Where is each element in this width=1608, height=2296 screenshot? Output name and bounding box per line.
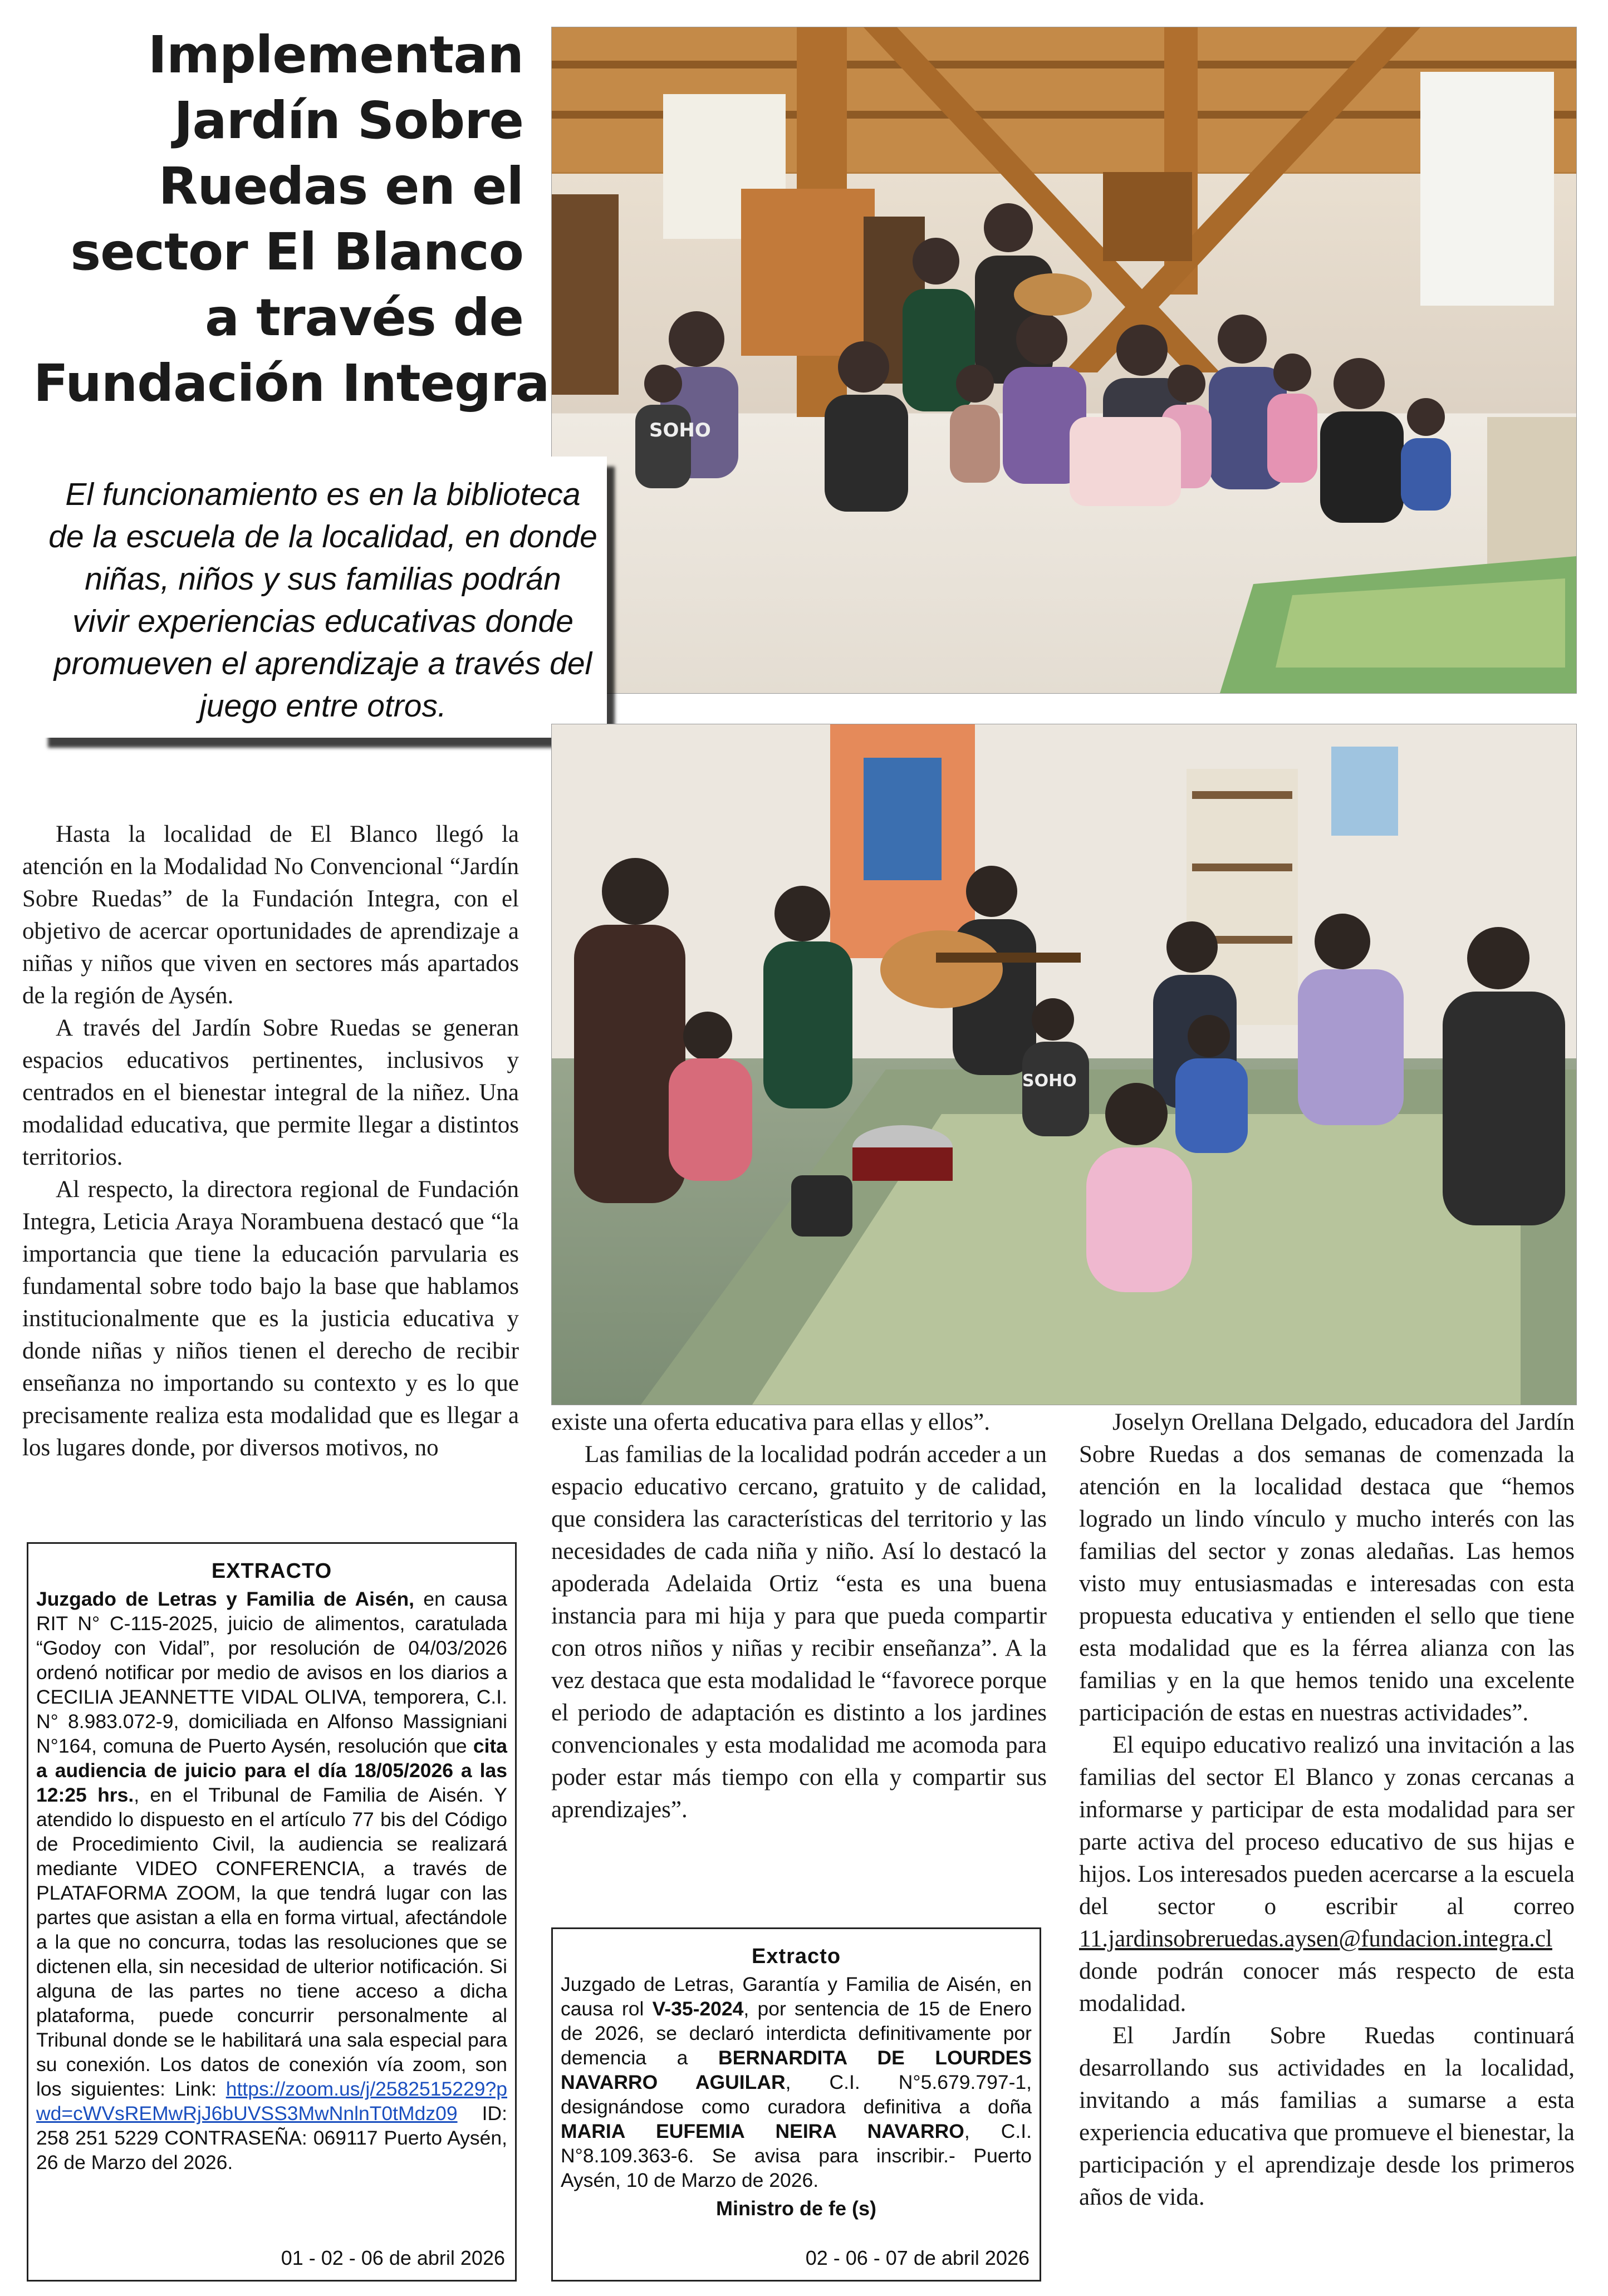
- headline-line: Fundación Integra: [33, 354, 550, 413]
- article-paragraph: Las familias de la localidad podrán acceder a un espacio educativo cercano, gratuito y de calidad, que considera las características del territorio y las necesidades de cada niña y niño. Así lo destacó la apoderada Adelaida Ortiz “esta es una buena instancia para mi hija y para que pueda compartir con otros niños y niñas y recibir enseñanza”. A la vez destaca que esta modalidad le “favorece porque el periodo de adaptación es distinto a los jardines convencionales y esta modalidad me acomoda para poder estar más tiempo con ella y compartir sus aprendizajes”.: [551, 1441, 1047, 1823]
- article-column-1: [22, 818, 519, 1464]
- hearing-date: cita a audiencia de juicio para el día 18/05/2026 a las 12:25 hrs.: [36, 1735, 507, 1806]
- headline-line: Implementan: [148, 25, 523, 85]
- notice-body: [561, 1972, 1032, 2192]
- legal-notice-extracto-2: [551, 1927, 1041, 2282]
- article-paragraph: [1079, 1729, 1575, 2020]
- notice-body: [36, 1587, 507, 2175]
- deck-line: de la escuela de la localidad, en donde: [48, 519, 597, 555]
- zoom-link[interactable]: https://zoom.us/j/2582515229?pwd=cWVsREMwRjJ6bUVSS3MwNnlnT0tMdz09: [36, 2078, 507, 2125]
- shirt-print: SOHO: [1022, 1071, 1077, 1091]
- article-paragraph: Hasta la localidad de El Blanco llegó la atención en la Modalidad No Convencional “Jardín Sobre Ruedas” de la Fundación Integra, con el objetivo de acercar oportunidades de aprendizaje a niñas y niños que viven en sectores más apartados de la región de Aysén.: [22, 821, 519, 1009]
- notice-text: , en el Tribunal de Familia de Aisén. Y atendido lo dispuesto en el artículo 77 bis del Código de Procedimiento Civil, la audiencia se realizará mediante VIDEO CONFERENCIA, a través de PLATAFORMA ZOOM, la que tendrá lugar con las partes que asistan a ella en forma virtual, afectándole a la que no concurra, todas las resoluciones que se dictenen ella, sin necesidad de ulterior notificación. Si alguna de las partes no tiene acceso a dicha plataforma, puede concurrir personalmente al Tribunal donde se le habilitará una sala especial para su conexión. Los datos de conexión vía zoom, son los siguientes: Link:: [36, 1784, 507, 2100]
- deck-line: promueven el aprendizaje a través del: [53, 646, 592, 681]
- headline: [33, 22, 550, 416]
- legal-notice-extracto-1: [27, 1542, 517, 2282]
- contact-email-link[interactable]: 11.jardinsobreruedas.aysen@fundacion.integra.cl: [1079, 1926, 1552, 1952]
- notice-signature: Ministro de fe (s): [715, 2197, 877, 2220]
- curator-name: MARIA EUFEMIA NEIRA NAVARRO: [561, 2120, 964, 2142]
- notice-text: , C.I. N°8.109.363-6. Se avisa para inscribir.- Puerto Aysén, 10 de Marzo de 2026.: [561, 2120, 1032, 2191]
- photo-music-circle: [551, 724, 1577, 1405]
- court-name: Juzgado de Letras y Familia de Aisén,: [36, 1588, 414, 1610]
- headline-line: a través de: [205, 288, 523, 347]
- photo-illustration: [552, 27, 1576, 693]
- photo-illustration: [552, 724, 1576, 1405]
- deck: [45, 473, 601, 727]
- article-paragraph: A través del Jardín Sobre Ruedas se generan espacios educativos pertinentes, inclusivos y centrados en el bienestar integral de la niñez. Una modalidad educativa, que permite llegar a distintos territorios.: [22, 1015, 519, 1170]
- deck-line: vivir experiencias educativas donde: [72, 604, 573, 639]
- paragraph-text: El equipo educativo realizó una invitación a las familias del sector El Blanco y zonas cercanas a informarse y participar de esta modalidad para ser parte activa del proceso educativo de sus hijas e hijos. Los interesados pueden acercarse a la escuela del sector o escribir al correo: [1079, 1732, 1575, 1920]
- article-paragraph: existe una oferta educativa para ellas y ellos”.: [551, 1409, 990, 1435]
- publication-dates: 02 - 06 - 07 de abril 2026: [805, 2246, 1029, 2269]
- interdicted-name: BERNARDITA DE LOURDES NAVARRO AGUILAR: [561, 2047, 1032, 2093]
- case-rol: V-35-2024: [652, 1998, 744, 2020]
- shirt-print: SOHO: [649, 419, 711, 441]
- notice-text: Juzgado de Letras, Garantía y Familia de Aisén, en causa rol: [561, 1973, 1032, 2020]
- article-column-2: [551, 1406, 1047, 1826]
- article-paragraph: Joselyn Orellana Delgado, educadora del Jardín Sobre Ruedas a dos semanas de comenzada la atención en la localidad destaca que “hemos logrado un lindo vínculo y mucho interés con las familias del sector y zonas aledañas. Las hemos visto muy entusiasmadas e interesadas con esta propuesta educativa y entienden el sello que tiene esta modalidad que es la férrea alianza con las familias y en la que hemos tenido una excelente participación de estas en nuestras actividades”.: [1079, 1409, 1575, 1726]
- deck-line: juego entre otros.: [199, 688, 447, 724]
- notice-text: , por sentencia de 15 de Enero de 2026, se declaró interdicta definitivamente por demencia a: [561, 1998, 1032, 2069]
- notice-text: ID: 258 251 5229 CONTRASEÑA: 069117 Puerto Aysén, 26 de Marzo del 2026.: [36, 2102, 507, 2174]
- article-column-3: [1079, 1406, 1575, 2214]
- notice-text: en causa RIT N° C-115-2025, juicio de alimentos, caratulada “Godoy con Vidal”, por resolución de 04/03/2026 ordenó notificar por medio de avisos en los diarios a CECILIA JEANNETTE VIDAL OLIVA, temporera, C.I. N° 8.983.072-9, domiciliada en Alfonso Massigniani N°164, comuna de Puerto Aysén, resolución que: [36, 1588, 507, 1757]
- headline-line: Jardín Sobre: [174, 91, 523, 150]
- photo-group-families: [551, 27, 1577, 694]
- notice-text: , C.I. N°5.679.797-1, designándose como curadora definitiva a doña: [561, 2071, 1032, 2118]
- publication-dates: 01 - 02 - 06 de abril 2026: [281, 2246, 505, 2269]
- headline-line: Ruedas en el: [158, 156, 523, 216]
- notice-title: Extracto: [751, 1945, 841, 1968]
- deck-line: El funcionamiento es en la biblioteca: [65, 477, 581, 512]
- headline-line: sector El Blanco: [70, 222, 523, 282]
- notice-title: EXTRACTO: [211, 1559, 332, 1583]
- paragraph-text: donde podrán conocer más respecto de esta modalidad.: [1079, 1958, 1575, 2017]
- article-paragraph: Al respecto, la directora regional de Fundación Integra, Leticia Araya Norambuena destacó que “la importancia que tiene la educación parvularia es fundamental sobre todo bajo la base que hablamos institucionalmente que es la justicia educativa y donde niñas y niños tienen el derecho de recibir enseñanza no importando su contexto y es lo que precisamente realiza esta modalidad que es llegar a los lugares donde, por diversos motivos, no: [22, 1176, 519, 1461]
- article-paragraph: El Jardín Sobre Ruedas continuará desarrollando sus actividades en la localidad, invitando a más familias a sumarse a esta experiencia educativa que promueve el bienestar, la participación y el aprendizaje desde los primeros años de vida.: [1079, 2023, 1575, 2210]
- deck-line: niñas, niños y sus familias podrán: [85, 561, 561, 597]
